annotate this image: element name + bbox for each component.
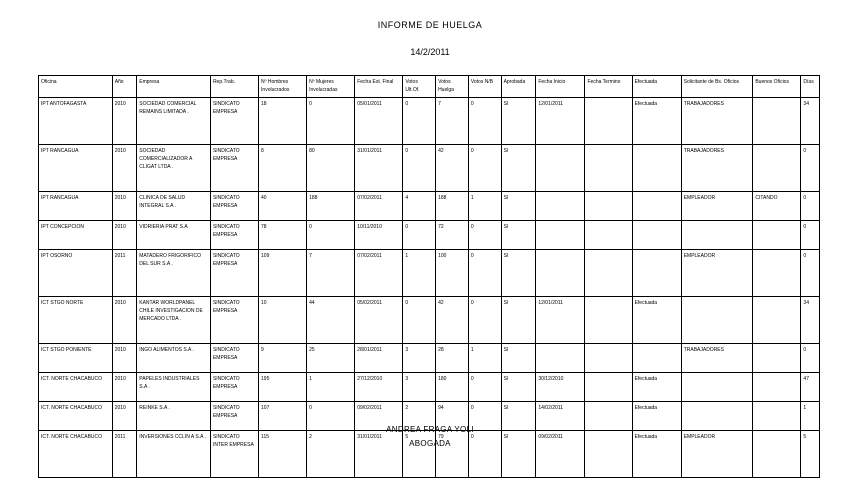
table-cell: 31/01/2011: [355, 145, 403, 192]
table-cell: SI: [501, 344, 536, 373]
table-row: [39, 373, 820, 402]
table-cell: SINDICATO EMPRESA: [210, 221, 258, 250]
table-cell: TRABAJADORES: [681, 98, 753, 145]
table-cell: 44: [307, 297, 355, 344]
table-cell: 42: [436, 297, 469, 344]
table-cell: ICT STGO NORTE: [39, 297, 113, 344]
table-cell: 1: [468, 344, 501, 373]
table-cell: [632, 221, 681, 250]
table-cell: IPT CONCEPCION: [39, 221, 113, 250]
table-cell: 31/01/2011: [355, 431, 403, 478]
table-cell: 28/01/2011: [355, 344, 403, 373]
table-cell: ICT. NORTE CHACABUCO: [39, 402, 113, 431]
column-header: Rep.Trab.: [210, 76, 258, 98]
table-cell: 2010: [112, 373, 137, 402]
table-cell: IPT OSORNO: [39, 250, 113, 297]
table-cell: SINDICATO EMPRESA: [210, 192, 258, 221]
table-cell: 80: [307, 145, 355, 192]
table-cell: [536, 221, 585, 250]
table-cell: ICT STGO PONIENTE: [39, 344, 113, 373]
table-cell: 2010: [112, 221, 137, 250]
document-date: 14/2/2011: [410, 47, 450, 57]
column-header: Buenos Oficios: [753, 76, 801, 98]
table-cell: [585, 373, 632, 402]
table-cell: SOCIEDAD COMERCIAL REMAINS LIMITADA .: [137, 98, 211, 145]
table-cell: [681, 373, 753, 402]
table-cell: [753, 297, 801, 344]
table-cell: 0: [801, 344, 820, 373]
table-cell: SI: [501, 373, 536, 402]
table-cell: SINDICATO EMPRESA: [210, 250, 258, 297]
table-header-row: [39, 76, 820, 98]
table-cell: 0: [801, 145, 820, 192]
table-cell: VIDRIERIA PRAT S.A: [137, 221, 211, 250]
table-cell: 2: [403, 402, 436, 431]
table-cell: 05/01/2011: [355, 98, 403, 145]
table-cell: 28: [436, 344, 469, 373]
table-cell: 25: [307, 344, 355, 373]
table-cell: 2010: [112, 344, 137, 373]
table-cell: 5: [403, 431, 436, 478]
document-title: INFORME DE HUELGA: [377, 20, 483, 30]
table-cell: KANTAR WORLDPANEL CHILE INVESTIGACION DE MERCADO LTDA .: [137, 297, 211, 344]
table-cell: 0: [468, 373, 501, 402]
signature-name: ANDREA FRAGA YOLI: [386, 425, 474, 434]
table-cell: 0: [468, 297, 501, 344]
table-cell: 188: [436, 192, 469, 221]
table-cell: 2010: [112, 145, 137, 192]
table-row: [39, 297, 820, 344]
table-cell: 0: [801, 192, 820, 221]
table-row: [39, 192, 820, 221]
table-cell: [632, 192, 681, 221]
table-cell: 47: [801, 373, 820, 402]
table-cell: [585, 431, 632, 478]
table-cell: EMPLEADOR: [681, 192, 753, 221]
table-cell: 0: [468, 221, 501, 250]
table-cell: SI: [501, 145, 536, 192]
table-cell: SI: [501, 221, 536, 250]
strike-report-table: [38, 75, 820, 478]
table-cell: [585, 297, 632, 344]
table-cell: [536, 192, 585, 221]
table-cell: 195: [259, 373, 307, 402]
table-cell: 1: [801, 402, 820, 431]
table-cell: 0: [468, 250, 501, 297]
table-cell: 79: [436, 431, 469, 478]
table-cell: 05/02/2011: [355, 297, 403, 344]
table-cell: 109: [259, 250, 307, 297]
table-body: [39, 98, 820, 478]
table-cell: [753, 98, 801, 145]
column-header: Votos Ult.Of.: [403, 76, 436, 98]
table-cell: 7: [307, 250, 355, 297]
table-cell: SINDICATO EMPRESA: [210, 373, 258, 402]
table-cell: IPT RANCAGUA: [39, 145, 113, 192]
table-cell: 2010: [112, 98, 137, 145]
table-cell: SINDICATO INTER EMPRESA: [210, 431, 258, 478]
table-cell: PAPELES INDUSTRIALES S.A .: [137, 373, 211, 402]
table-cell: 0: [468, 431, 501, 478]
table-cell: [585, 344, 632, 373]
table-cell: Efectuada: [632, 402, 681, 431]
table-row: [39, 344, 820, 373]
table-cell: 3: [403, 373, 436, 402]
table-cell: 27/12/2010: [355, 373, 403, 402]
table-cell: 2: [307, 431, 355, 478]
table-cell: 09/02/2011: [355, 402, 403, 431]
table-cell: INGO ALIMENTOS S.A .: [137, 344, 211, 373]
table-cell: [681, 297, 753, 344]
column-header: Solicitante de Bs. Oficios: [681, 76, 753, 98]
table-cell: 0: [403, 221, 436, 250]
signature-role: ABOGADA: [409, 439, 451, 448]
table-row: [39, 145, 820, 192]
column-header: Fecha Est. Final: [355, 76, 403, 98]
table-cell: [632, 250, 681, 297]
table-cell: [536, 250, 585, 297]
table-cell: 10: [259, 297, 307, 344]
table-cell: 2010: [112, 192, 137, 221]
table-row: [39, 431, 820, 478]
table-cell: CITANDO: [753, 192, 801, 221]
table-cell: 12/01/2011: [536, 98, 585, 145]
table-cell: 2011: [112, 431, 137, 478]
table-cell: SINDICATO EMPRESA: [210, 145, 258, 192]
table-cell: IPT ANTOFAGASTA: [39, 98, 113, 145]
table-cell: [753, 221, 801, 250]
column-header: Aprobada: [501, 76, 536, 98]
table-cell: 5: [801, 431, 820, 478]
table-cell: 0: [801, 250, 820, 297]
column-header: Nº Mujeres Involucradas: [307, 76, 355, 98]
table-cell: TRABAJADORES: [681, 145, 753, 192]
table-cell: 14/02/2011: [536, 402, 585, 431]
table-cell: 18: [259, 98, 307, 145]
table-row: [39, 98, 820, 145]
column-header: Votos Huelga: [436, 76, 469, 98]
table-cell: Efectuada: [632, 98, 681, 145]
table-cell: [753, 344, 801, 373]
table-cell: SOCIEDAD COMERCIALIZADOR A CLIGAT LTDA .: [137, 145, 211, 192]
table-cell: [632, 344, 681, 373]
table-cell: CLINICA DE SALUD INTEGRAL S.A .: [137, 192, 211, 221]
table-cell: 30/12/2010: [536, 373, 585, 402]
table-cell: 2011: [112, 250, 137, 297]
column-header: Votos N/B: [468, 76, 501, 98]
table-cell: SI: [501, 250, 536, 297]
column-header: Días: [801, 76, 820, 98]
table-cell: [585, 221, 632, 250]
table-cell: 94: [436, 402, 469, 431]
table-cell: [753, 373, 801, 402]
column-header: Efectuada: [632, 76, 681, 98]
table-cell: 34: [801, 98, 820, 145]
table-cell: [632, 145, 681, 192]
table-cell: 1: [307, 373, 355, 402]
table-cell: 3: [403, 344, 436, 373]
table-cell: 78: [259, 221, 307, 250]
table-cell: REINKE S.A .: [137, 402, 211, 431]
table-cell: [753, 250, 801, 297]
table-cell: 180: [436, 373, 469, 402]
table-cell: SI: [501, 402, 536, 431]
table-cell: 1: [468, 192, 501, 221]
table-cell: 0: [801, 221, 820, 250]
table-cell: [536, 344, 585, 373]
table-cell: SI: [501, 431, 536, 478]
table-cell: 0: [403, 98, 436, 145]
table-cell: [753, 145, 801, 192]
table-cell: SI: [501, 297, 536, 344]
table-cell: [585, 250, 632, 297]
table-cell: 107: [259, 402, 307, 431]
table-cell: 0: [403, 297, 436, 344]
table-cell: 42: [436, 145, 469, 192]
table-cell: 115: [259, 431, 307, 478]
table-cell: SINDICATO EMPRESA: [210, 402, 258, 431]
table-cell: SINDICATO EMPRESA: [210, 297, 258, 344]
table-cell: 100: [436, 250, 469, 297]
table-cell: 8: [259, 145, 307, 192]
table-cell: 0: [468, 402, 501, 431]
column-header: Fecha Inicio: [536, 76, 585, 98]
table-cell: TRABAJADORES: [681, 344, 753, 373]
table-cell: Efectuada: [632, 431, 681, 478]
table-cell: 0: [307, 98, 355, 145]
table-cell: [585, 145, 632, 192]
table-cell: 12/01/2011: [536, 297, 585, 344]
table-cell: ICT. NORTE CHACABUCO: [39, 431, 113, 478]
table-cell: 40: [259, 192, 307, 221]
column-header: Fecha Termino: [585, 76, 632, 98]
column-header: Nº Hombres Involucrados: [259, 76, 307, 98]
table-cell: Efectuada: [632, 297, 681, 344]
table-row: [39, 221, 820, 250]
column-header: Empresa: [137, 76, 211, 98]
table-cell: 0: [403, 145, 436, 192]
table-cell: 7: [436, 98, 469, 145]
table-cell: SINDICATO EMPRESA: [210, 344, 258, 373]
table-cell: [585, 192, 632, 221]
table-cell: EMPLEADOR: [681, 431, 753, 478]
table-cell: SI: [501, 192, 536, 221]
column-header: Año: [112, 76, 137, 98]
table-cell: 0: [307, 402, 355, 431]
table-cell: 07/02/2011: [355, 192, 403, 221]
table-cell: 1: [403, 250, 436, 297]
table-cell: INVERSIONES CCLIN A S.A .: [137, 431, 211, 478]
table-cell: SINDICATO EMPRESA: [210, 98, 258, 145]
table-cell: 34: [801, 297, 820, 344]
table-cell: 9: [259, 344, 307, 373]
table-cell: 72: [436, 221, 469, 250]
table-cell: 4: [403, 192, 436, 221]
table-cell: SI: [501, 98, 536, 145]
table-cell: 0: [307, 221, 355, 250]
table-cell: 188: [307, 192, 355, 221]
table-cell: 2010: [112, 297, 137, 344]
table-cell: MATADERO FRIGORIFICO DEL SUR S.A .: [137, 250, 211, 297]
table-cell: 0: [468, 98, 501, 145]
table-cell: 09/02/2011: [536, 431, 585, 478]
table-row: [39, 250, 820, 297]
table-cell: EMPLEADOR: [681, 250, 753, 297]
column-header: Oficina: [39, 76, 113, 98]
table-cell: [681, 221, 753, 250]
table-cell: 0: [468, 145, 501, 192]
table-cell: IPT RANCAGUA: [39, 192, 113, 221]
table-cell: 07/02/2011: [355, 250, 403, 297]
table-cell: [585, 98, 632, 145]
table-cell: [753, 431, 801, 478]
table-cell: ICT. NORTE CHACABUCO: [39, 373, 113, 402]
table-cell: [536, 145, 585, 192]
table-cell: Efectuada: [632, 373, 681, 402]
table-cell: 2010: [112, 402, 137, 431]
table-cell: 10/11/2010: [355, 221, 403, 250]
